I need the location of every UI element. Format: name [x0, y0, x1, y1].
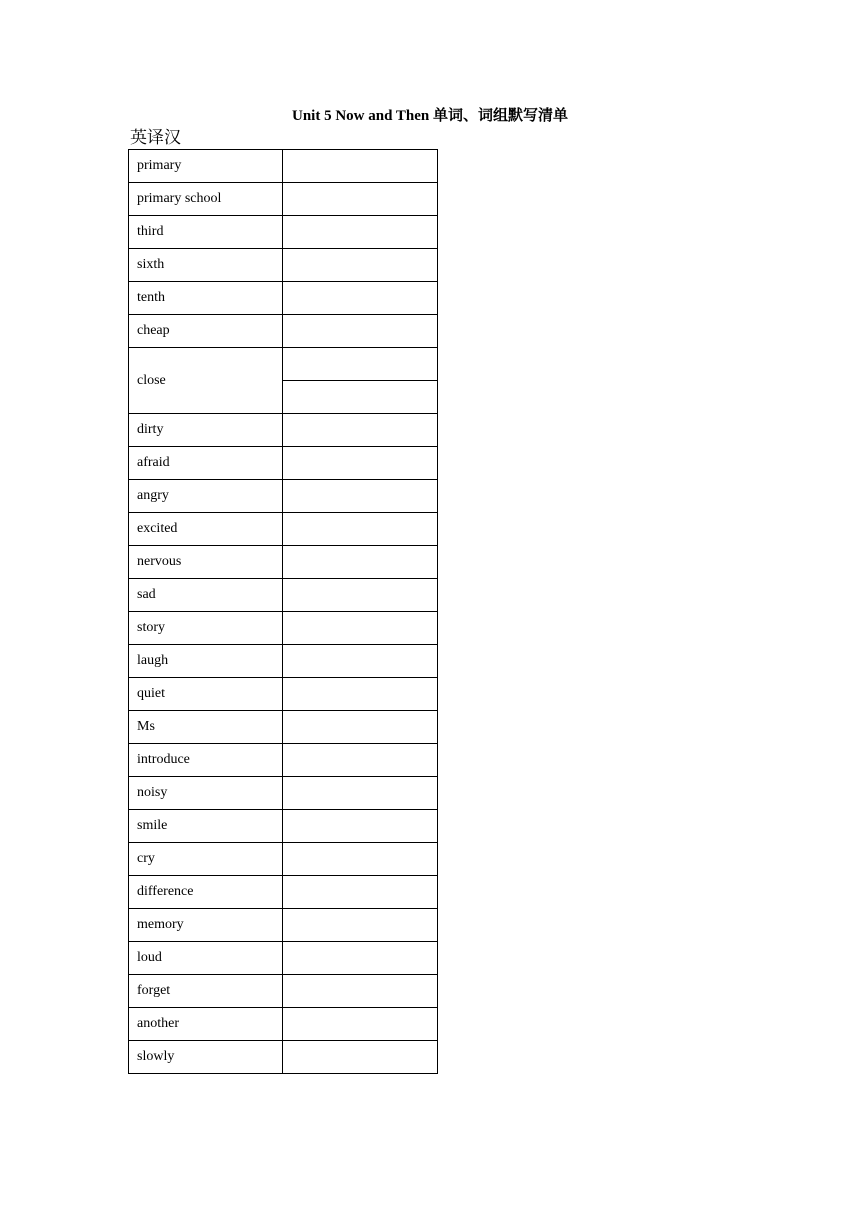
vocab-table-body [129, 150, 438, 1074]
english-word-cell: introduce [129, 744, 283, 777]
answer-blank-cell[interactable] [283, 513, 438, 546]
table-row [129, 315, 438, 348]
vocab-table [128, 149, 438, 1074]
answer-blank-cell[interactable] [283, 216, 438, 249]
english-word-cell: afraid [129, 447, 283, 480]
english-word-cell: quiet [129, 678, 283, 711]
english-word-cell: loud [129, 942, 283, 975]
answer-blank-cell[interactable] [283, 1008, 438, 1041]
answer-blank-cell[interactable] [283, 348, 438, 381]
table-row [129, 282, 438, 315]
english-word-cell: smile [129, 810, 283, 843]
english-word-cell: sad [129, 579, 283, 612]
answer-blank-cell[interactable] [283, 447, 438, 480]
answer-blank-cell[interactable] [283, 150, 438, 183]
table-row [129, 414, 438, 447]
english-word-cell: dirty [129, 414, 283, 447]
english-word-cell: nervous [129, 546, 283, 579]
answer-blank-cell[interactable] [283, 678, 438, 711]
table-row [129, 711, 438, 744]
table-row [129, 645, 438, 678]
answer-blank-cell[interactable] [283, 876, 438, 909]
table-row [129, 909, 438, 942]
english-word-cell: cheap [129, 315, 283, 348]
answer-blank-cell[interactable] [283, 612, 438, 645]
answer-blank-cell[interactable] [283, 183, 438, 216]
answer-blank-cell[interactable] [283, 1041, 438, 1074]
table-row [129, 480, 438, 513]
table-row [129, 150, 438, 183]
answer-blank-cell[interactable] [283, 315, 438, 348]
table-row [129, 1041, 438, 1074]
table-row [129, 876, 438, 909]
table-row [129, 843, 438, 876]
answer-blank-cell[interactable] [283, 975, 438, 1008]
answer-blank-cell[interactable] [283, 843, 438, 876]
english-word-cell: excited [129, 513, 283, 546]
answer-blank-cell[interactable] [283, 810, 438, 843]
english-word-cell: tenth [129, 282, 283, 315]
answer-blank-cell[interactable] [283, 777, 438, 810]
table-row [129, 216, 438, 249]
table-row [129, 249, 438, 282]
section-label: 英译汉 [130, 128, 181, 148]
table-row [129, 447, 438, 480]
answer-blank-cell[interactable] [283, 480, 438, 513]
table-row [129, 678, 438, 711]
table-row [129, 942, 438, 975]
english-word-cell: sixth [129, 249, 283, 282]
english-word-cell: difference [129, 876, 283, 909]
answer-blank-cell[interactable] [283, 711, 438, 744]
answer-blank-cell[interactable] [283, 579, 438, 612]
answer-blank-cell[interactable] [283, 414, 438, 447]
table-row [129, 810, 438, 843]
answer-blank-cell[interactable] [283, 942, 438, 975]
english-word-cell: memory [129, 909, 283, 942]
table-row [129, 513, 438, 546]
answer-blank-cell[interactable] [283, 546, 438, 579]
english-word-cell: angry [129, 480, 283, 513]
page-title: Unit 5 Now and Then 单词、词组默写清单 [291, 108, 568, 124]
english-word-cell: slowly [129, 1041, 283, 1074]
english-word-cell: primary [129, 150, 283, 183]
answer-blank-cell[interactable] [283, 282, 438, 315]
table-row [129, 348, 438, 381]
english-word-cell: story [129, 612, 283, 645]
english-word-cell: noisy [129, 777, 283, 810]
answer-blank-cell[interactable] [283, 744, 438, 777]
english-word-cell: laugh [129, 645, 283, 678]
table-row [129, 579, 438, 612]
english-word-cell: cry [129, 843, 283, 876]
table-row [129, 183, 438, 216]
answer-blank-cell[interactable] [283, 381, 438, 414]
english-word-cell: forget [129, 975, 283, 1008]
table-row [129, 975, 438, 1008]
answer-blank-cell[interactable] [283, 909, 438, 942]
table-row [129, 546, 438, 579]
table-row [129, 777, 438, 810]
table-row [129, 744, 438, 777]
english-word-cell: primary school [129, 183, 283, 216]
answer-blank-cell[interactable] [283, 249, 438, 282]
english-word-cell: another [129, 1008, 283, 1041]
table-row [129, 612, 438, 645]
english-word-cell: close [129, 348, 283, 414]
answer-blank-cell[interactable] [283, 645, 438, 678]
table-row [129, 1008, 438, 1041]
english-word-cell: third [129, 216, 283, 249]
english-word-cell: Ms [129, 711, 283, 744]
